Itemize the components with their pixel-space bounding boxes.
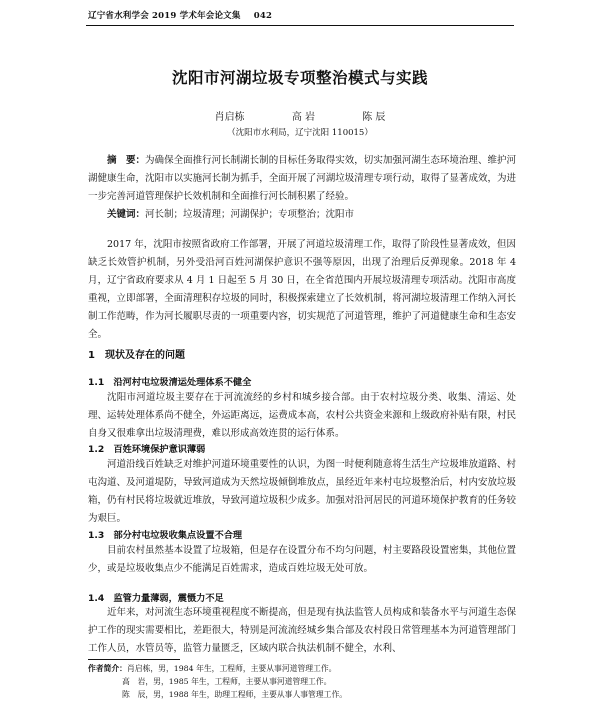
author-name: 高 岩 xyxy=(291,112,315,123)
footnote-line: 高 岩，男，1985 年生，工程师，主要从事河道管理工作。 xyxy=(122,677,332,686)
footnote-rule xyxy=(88,659,180,660)
author-name: 陈 辰 xyxy=(362,112,386,123)
keywords-text: 河长制；垃圾清理；河湖保护；专项整治；沈阳市 xyxy=(145,209,355,220)
paper-title: 沈阳市河湖垃圾专项整治模式与实践 xyxy=(171,69,428,87)
section-heading: 1 现状及存在的问题 xyxy=(88,350,185,361)
abstract-label: 摘 要： xyxy=(107,155,146,166)
abstract-text: 为确保全面推行河长制湖长制的目标任务取得实效，切实加强河湖生态环境治理、维护河湖健康生命，沈阳市以实施河长制为抓手，全面开展了河湖垃圾清理专项行动，取得了显著成效，为进一步完善河道管理保护长效机制和全面推行河长制积累了经验。 xyxy=(88,155,516,202)
page-number: 042 xyxy=(253,11,273,21)
abstract xyxy=(88,152,516,206)
keywords-label: 关键词： xyxy=(107,209,146,220)
subsection-paragraph: 河道沿线百姓缺乏对维护河道环境重要性的认识，为图一时便利随意将生活生产垃圾堆放道路、村屯沟道、及河道堤防，导致河道成为天然垃圾倾倒堆放点，虽经近年来村屯垃圾整治后，村内安放垃圾箱，仍有村民将垃圾就近堆放，导致河道垃圾积少成多。加强对沿河居民的河道环境保护教育的任务较为艰巨。 xyxy=(88,459,516,524)
subsection-heading: 1.3 部分村屯垃圾收集点设置不合理 xyxy=(88,530,243,541)
journal-name: 辽宁省水利学会 2019 学术年会论文集 xyxy=(88,11,241,21)
affiliation: （沈阳市水利局，辽宁沈阳 110015） xyxy=(227,128,373,138)
subsection-paragraph: 目前农村虽然基本设置了垃圾箱，但是存在设置分布不均匀问题，村主要路段设置密集，其他位置少，或是垃圾收集点少不能满足百姓需求，造成百姓垃圾无处可放。 xyxy=(88,545,516,574)
header-rule xyxy=(86,25,514,26)
footnote-text: 肖启栋，男，1984 年生，工程师，主要从事河道管理工作。 xyxy=(126,664,337,673)
footnote-line: 陈 辰，男，1988 年生，助理工程师，主要从事人事管理工作。 xyxy=(122,690,348,699)
keywords xyxy=(88,206,516,224)
subsection-heading: 1.2 百姓环境保护意识薄弱 xyxy=(88,444,206,455)
footnote-line xyxy=(88,663,336,675)
author-list xyxy=(0,108,600,123)
subsection-heading: 1.1 沿河村屯垃圾清运处理体系不健全 xyxy=(88,377,252,388)
subsection-paragraph: 沈阳市河道垃圾主要存在于河流流经的乡村和城乡接合部。由于农村垃圾分类、收集、清运、处理、运转处理体系尚不健全，外运距离远，运费成本高，农村公共资金来源和上级政府补贴有限，村民自身又很难拿出垃圾清理费，难以形成高效连贯的运行体系。 xyxy=(88,392,516,439)
intro-paragraph: 2017 年，沈阳市按照省政府工作部署，开展了河道垃圾清理工作，取得了阶段性显著成效，但因缺乏长效管护机制，另外受沿河百姓河湖保护意识不强等原因，出现了治理后反弹现象。2018 年 4 月，辽宁省政府要求从 4 月 1 日起至 5 月 30 日，在全省范围内开展垃圾清理专项活动。沈阳市高度重视，立即部署，全面清理积存垃圾的同时，积极探索建立了长效机制，将河湖垃圾清理工作纳入河长制工作范畴，作为河长履职尽责的一项重要内容，切实规范了河道管理，维护了河道健康生命和生态安全。 xyxy=(88,239,516,340)
author-name: 肖启栋 xyxy=(214,112,245,123)
footnote-label: 作者简介： xyxy=(88,664,127,673)
running-head xyxy=(88,9,272,21)
subsection-paragraph: 近年来，对河流生态环境重视程度不断提高，但是现有执法监管人员构成和装备水平与河道生态保护工作的现实需要相比，差距很大，特别是河流流经城乡集合部及农村段日常管理基本为河道管理部门工作人员，水管员等，监管力量匮乏，区域内联合执法机制不健全，水利、 xyxy=(88,607,516,654)
subsection-heading: 1.4 监管力量薄弱，震慑力不足 xyxy=(88,593,224,604)
